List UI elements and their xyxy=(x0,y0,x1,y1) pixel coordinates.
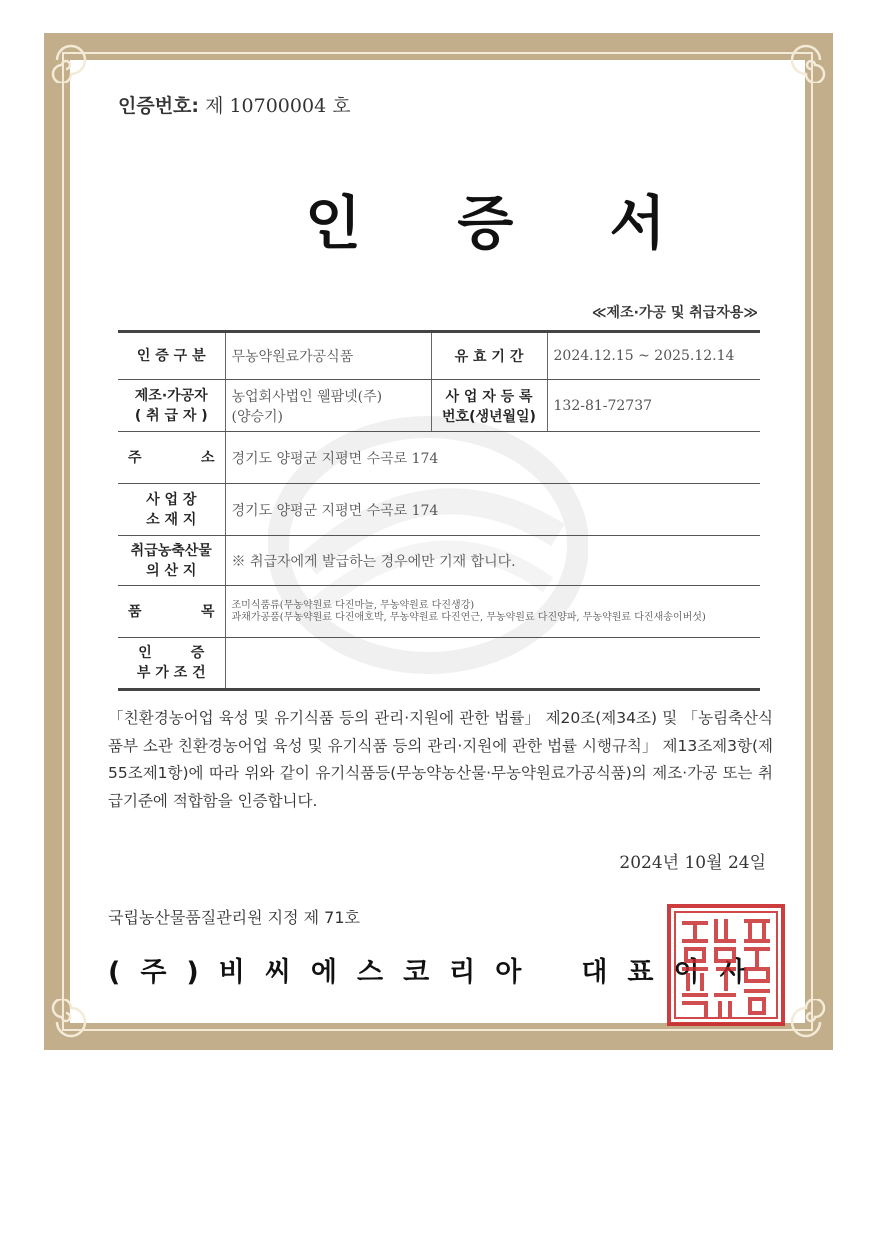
site-label xyxy=(118,484,225,536)
validity-value: 2024.12.15 ~ 2025.12.14 xyxy=(547,332,760,380)
items-value xyxy=(225,586,760,638)
origin-value: ※ 취급자에게 발급하는 경우에만 기재 합니다. xyxy=(225,536,760,586)
certificate-info-table xyxy=(118,330,760,691)
certificate-number xyxy=(118,91,351,118)
site-label-line1: 사 업 장 xyxy=(146,491,197,508)
maker-label xyxy=(118,380,225,432)
origin-label-line2: 의 산 지 xyxy=(146,562,197,579)
regno-label-line2: 번호(생년월일) xyxy=(442,408,536,425)
corner-ornament-icon xyxy=(783,37,829,83)
maker-value-line2: (양승기) xyxy=(231,408,283,425)
regno-label xyxy=(431,380,547,432)
corner-ornament-icon xyxy=(783,999,829,1045)
type-label: 인 증 구 분 xyxy=(118,332,225,380)
issuer-company: (주)비씨에스코리아 xyxy=(108,957,542,988)
origin-label-line1: 취급농축산물 xyxy=(130,542,212,559)
items-value-line2: 과채가공품(무농약원료 다진애호박, 무농약원료 다진연근, 무농약원료 다진양파, 무농약원료 다진새송이버섯) xyxy=(231,611,706,623)
table-row xyxy=(118,484,760,536)
issuer-representative: 대표이사 xyxy=(581,957,766,988)
issue-date: 2024년 10월 24일 xyxy=(619,853,766,873)
certificate-number-value: 제 10700004 호 xyxy=(205,95,351,117)
site-value: 경기도 양평군 지평면 수곡로 174 xyxy=(225,484,760,536)
address-label xyxy=(118,432,225,484)
type-value: 무농약원료가공식품 xyxy=(225,332,431,380)
items-label-part1: 품 xyxy=(128,603,142,620)
designation: 국립농산물품질관리원 지정 제 71호 xyxy=(108,908,361,927)
items-value-line1: 조미식품류(무농약원료 다진마늘, 무농약원료 다진생강) xyxy=(231,599,475,611)
table-row xyxy=(118,638,760,690)
certificate-number-label: 인증번호: xyxy=(118,95,200,117)
origin-label xyxy=(118,536,225,586)
regno-value: 132-81-72737 xyxy=(547,380,760,432)
condition-value xyxy=(225,638,760,690)
corner-ornament-icon xyxy=(48,999,94,1045)
official-seal-stamp xyxy=(666,903,786,1027)
corner-ornament-icon xyxy=(48,37,94,83)
condition-label-line2: 부 가 조 건 xyxy=(136,665,206,681)
validity-label: 유 효 기 간 xyxy=(431,332,547,380)
condition-label xyxy=(118,638,225,690)
address-value: 경기도 양평군 지평면 수곡로 174 xyxy=(225,432,760,484)
table-row xyxy=(118,586,760,638)
table-row xyxy=(118,332,760,380)
items-label xyxy=(118,586,225,638)
maker-value xyxy=(225,380,431,432)
page-title: 인 증 서 xyxy=(305,189,704,257)
maker-label-line2: ( 취 급 자 ) xyxy=(134,407,208,424)
site-label-line2: 소 재 지 xyxy=(146,511,197,528)
maker-label-line1: 제조·가공자 xyxy=(134,387,208,404)
table-row xyxy=(118,380,760,432)
address-label-part2: 소 xyxy=(200,449,215,466)
address-label-part1: 주 xyxy=(128,449,142,466)
usage-note: ≪제조·가공 및 취급자용≫ xyxy=(591,305,758,321)
certification-statement: 「친환경농어업 육성 및 유기식품 등의 관리·지원에 관한 법률」 제20조(제34조) 및 「농림축산식품부 소관 친환경농어업 육성 및 유기식품 등의 관리·지원에 관한 법률 시행규칙」 제13조제3항(제55조제1항)에 따라 위와 같이 유기식품등(무농약농산물·무농약원료가공식품)의 제조·가공 또는 취급기준에 적합함을 인증합니다. xyxy=(108,709,773,810)
condition-label-line1: 인 증 xyxy=(138,645,205,661)
table-row xyxy=(118,536,760,586)
items-label-part2: 목 xyxy=(200,603,215,620)
regno-label-line1: 사 업 자 등 록 xyxy=(445,388,533,405)
maker-value-line1: 농업회사법인 웰팜넷(주) xyxy=(231,388,383,405)
table-row xyxy=(118,432,760,484)
